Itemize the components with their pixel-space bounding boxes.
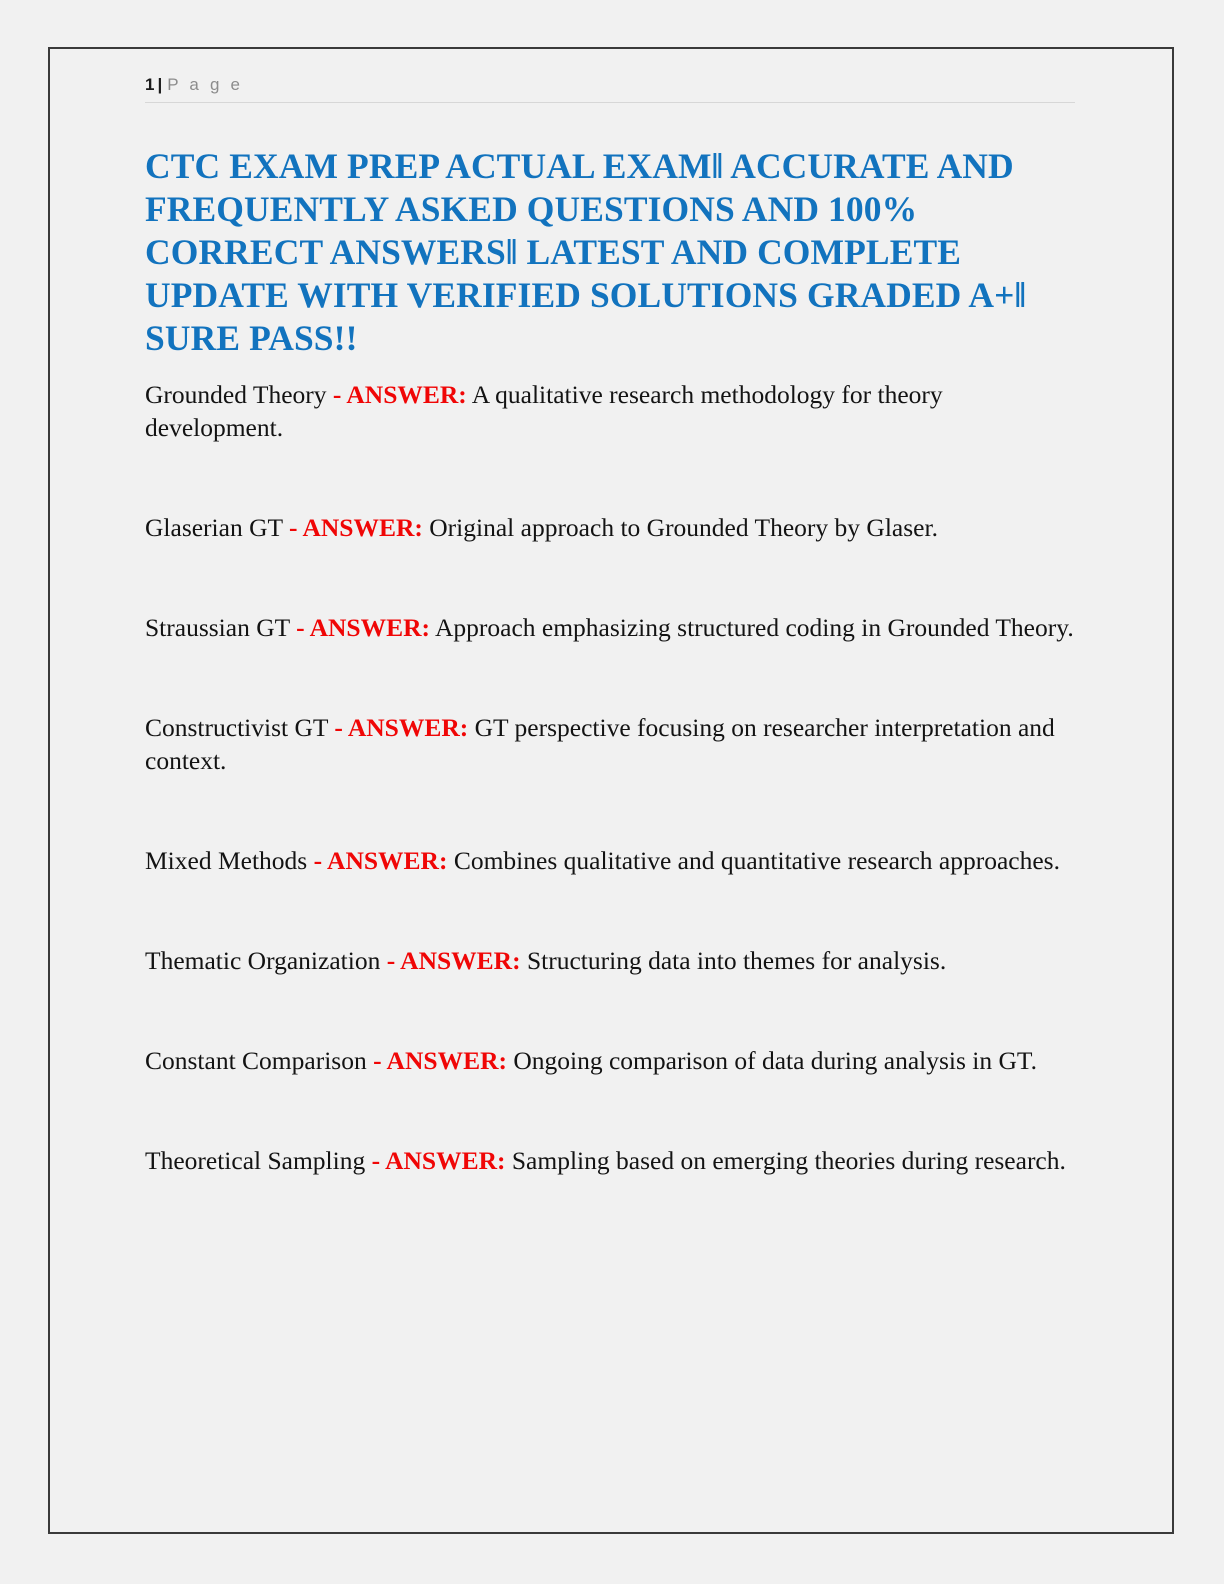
qa-term: Mixed Methods <box>145 846 314 875</box>
qa-entry <box>145 511 1075 544</box>
qa-entry <box>145 1044 1075 1077</box>
header-page-label: P a g e <box>167 75 244 94</box>
qa-definition: Combines qualitative and quantitative research approaches. <box>447 846 1060 875</box>
qa-definition: Original approach to Grounded Theory by Glaser. <box>422 513 938 542</box>
qa-definition: Ongoing comparison of data during analysis in GT. <box>506 1046 1037 1075</box>
page-content <box>145 74 1075 1177</box>
qa-entry <box>145 844 1075 877</box>
qa-definition: Structuring data into themes for analysis. <box>520 946 947 975</box>
qa-definition: GT perspective focusing on researcher interpretation and context. <box>145 713 1055 775</box>
running-header <box>145 74 1075 103</box>
answer-tag: - ANSWER: <box>373 1046 507 1075</box>
document-page <box>48 47 1174 1534</box>
answer-tag: - ANSWER: <box>332 380 467 409</box>
qa-entry <box>145 944 1075 977</box>
page-number: 1 <box>145 75 155 94</box>
qa-term: Grounded Theory <box>145 380 333 409</box>
answer-tag: - ANSWER: <box>313 846 448 875</box>
qa-definition: Sampling based on emerging theories during research. <box>505 1146 1066 1175</box>
answer-tag: - ANSWER: <box>289 513 423 542</box>
answer-tag: - ANSWER: <box>371 1146 506 1175</box>
answer-tag: - ANSWER: <box>334 713 469 742</box>
answer-tag: - ANSWER: <box>386 946 521 975</box>
qa-term: Constant Comparison <box>145 1046 374 1075</box>
qa-term: Constructivist GT <box>145 713 335 742</box>
qa-term: Theoretical Sampling <box>145 1146 372 1175</box>
qa-term: Glaserian GT <box>145 513 289 542</box>
answer-tag: - ANSWER: <box>296 613 430 642</box>
qa-term: Thematic Organization <box>145 946 387 975</box>
document-title: CTC EXAM PREP ACTUAL EXAM‖ ACCURATE AND FREQUENTLY ASKED QUESTIONS AND 100% CORRECT ANSWERS‖ LATEST AND COMPLETE UPDATE WITH VERIFIED SOLUTIONS GRADED A+‖ SURE PASS!! <box>145 146 1027 358</box>
qa-entry-list <box>145 378 1075 1177</box>
qa-definition: Approach emphasizing structured coding in Grounded Theory. <box>430 613 1074 642</box>
qa-entry <box>145 1144 1075 1177</box>
qa-entry <box>145 378 1075 444</box>
qa-term: Straussian GT <box>145 613 297 642</box>
qa-definition: A qualitative research methodology for theory development. <box>145 380 943 442</box>
header-separator: | <box>157 75 163 94</box>
qa-entry <box>145 711 1075 777</box>
qa-entry <box>145 611 1075 644</box>
